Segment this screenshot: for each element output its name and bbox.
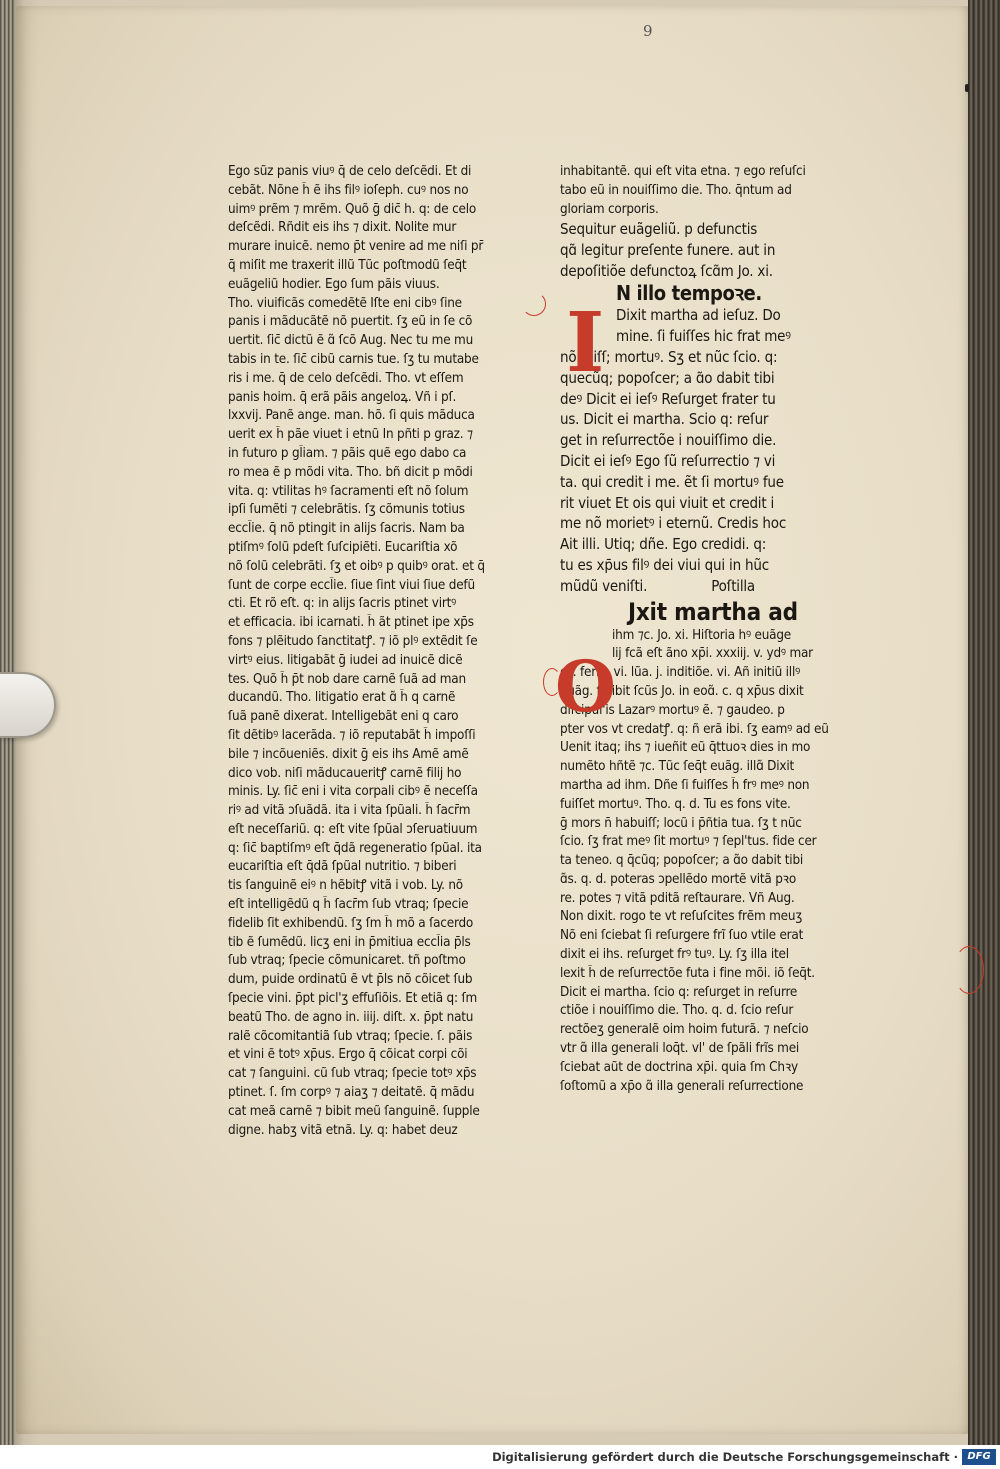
text-line: euãg. ſcribit ſcũs Jo. in eoɑ̃. c. q xp̄us dixit [560, 683, 804, 699]
text-line: beatũ Tho. de agno in. iiij. diſt. x. p̄pt natu [228, 1009, 474, 1025]
text-line: vtr ɑ̃ illa generali loq̄t. vl' de ſpãli frĩs mei [560, 1041, 800, 1057]
text-line: euãgeliũ hodier. Ego ſum pãis viuus. [228, 276, 440, 292]
text-line: bile ⁊ incõueniẽs. dixit ḡ eis ihs Amẽ amẽ [228, 746, 469, 762]
text-line: Sequitur euãgeliũ. p defunctis [560, 220, 758, 239]
text-line: cij. feria. vi. lũa. j. inditiõe. vi. Añ initiũ illꝰ [560, 665, 801, 681]
text-line: ḡ mors n̄ habuiſſ; locũ i p̄ñtia tua. ſʒ t nũc [560, 815, 802, 831]
text-line: Uenit itaq; ihs ⁊ iueñit eũ q̄ttuoꝛ dies in mo [560, 740, 811, 756]
folio-mark: 9 [643, 22, 653, 40]
text-line-content: nõ fuiſſ; mortuꝰ. Sʒ et nũc ſcio. q: [560, 347, 778, 366]
text-line: numẽto hñtẽ ⁊c. Tũc ſeq̄t euãg. illɑ̃ Dixit [560, 759, 794, 775]
text-line [560, 451, 878, 472]
text-line: uimꝰ prẽm ⁊ mrẽm. Quõ ḡ dic̄ h. q: de celo [228, 201, 477, 217]
text-line: ctiõe i nouiſſimo die. Tho. q. d. ſcio reſur [560, 1003, 794, 1019]
text-line: lxxvij. Panẽ ange. man. hõ. ſi quis mãduca [228, 408, 475, 424]
text-line [560, 513, 878, 534]
text-line: q: ſic̄ baptiſmꝰ eſt q̄dã regeneratio ſpũal. ita [228, 840, 482, 856]
text-line: digne. habʒ vitã etnã. Ly. q: habet deuz [228, 1122, 458, 1138]
text-line: Nõ eni ſciebat ſi reſurgere frĩ ſuo vtile erat [560, 928, 804, 944]
incipit: N illo tempoꝛe. [616, 281, 762, 305]
text-line: ta teneo. q q̄cũq; popoſcer; a ɑ̃o dabit tibi [560, 853, 804, 869]
text-line: dixit ei ihs. reſurget frꝰ tuꝰ. Ly. ſʒ illa itel [560, 947, 789, 963]
text-line-content: Dicit ei ieſꝰ Ego ſũ reſurrectio ⁊ vi [560, 451, 776, 470]
text-line: ris i me. q̄ de celo deſcẽdi. Tho. vt eſſem [228, 370, 464, 386]
right-text-column [560, 163, 878, 1096]
text-line: lij fcã eſt ãno xp̄i. xxxiij. v. ydꝰ mar [612, 646, 813, 662]
text-line: riꝰ ad vitã ɔſuãdã. ita i vita ſpũali. h̄ ſacr̄m [228, 803, 471, 819]
right-top-text [560, 163, 878, 219]
text-line: tabis in te. ſic̄ cibũ carnis tue. ſʒ tu mutabe [228, 351, 479, 367]
gospel-heading [560, 219, 878, 281]
text-line: tib ẽ ſumẽdũ. licʒ eni in p̄mitiua eccl̄ia p̄ls [228, 934, 471, 950]
text-line: virtꝰ eius. litigabãt ḡ iudei ad inuicẽ dicẽ [228, 652, 463, 668]
margin-mark [965, 84, 969, 92]
text-line: uerit ex h̄ pãe viuet i etnũ In pñti p graz. ⁊ [228, 427, 473, 443]
text-line: inhabitantẽ. qui eſt vita etna. ⁊ ego reſuſci [560, 164, 806, 179]
text-line: eucariſtia eſt q̄dã ſpũal nutritio. ⁊ biberi [228, 859, 457, 875]
text-line: Dicit ei martha. ſcio q: reſurget in reſurre [560, 984, 798, 1000]
text-line: ſuã panẽ dixerat. Intelligebãt eni q caro [228, 709, 459, 725]
text-line: Ego sũz panis viuꝰ q̄ de celo deſcẽdi. Et di [228, 164, 472, 179]
text-line: cat ⁊ ſanguini. cũ ſub vtraq; ſpecie totꝰ xp̄s [228, 1066, 477, 1082]
text-line: Non dixit. rogo te vt reſuſcites frẽm meuʒ [560, 909, 803, 925]
text-line [560, 430, 878, 451]
text-line-content: get in reſurrectõe i nouiſſimo die. [560, 431, 777, 450]
text-line [560, 493, 878, 514]
text-line: eſt neceſſariũ. q: eſt vite ſpũal ɔſeruatiuum [228, 821, 478, 837]
text-line: ralẽ cõcomitantiã ſub vtraq; ſpecie. ſ. pãis [228, 1028, 473, 1044]
text-line: tes. Quõ h̄ p̄t nob dare carnẽ ſuã ad man [228, 671, 466, 687]
rubric-flourish-1 [522, 292, 546, 316]
text-line [560, 534, 878, 555]
text-line-content: rit viuet Et ois qui viuit et credit i [560, 493, 775, 512]
text-line: fons ⁊ plẽitudo ſanctitatꝭ. ⁊ iõ plꝰ extẽdit ſe [228, 633, 478, 649]
postilla-heading: Jxit martha ad [628, 597, 798, 626]
text-line: ducandũ. Tho. litigatio erat ɑ̃ h̄ q carnẽ [228, 690, 456, 706]
text-line: q̄ miſit me traxerit illũ Tũc poſtmodũ ſeq̄t [228, 257, 467, 273]
text-line-content: deꝰ Dicit ei ieſꝰ Reſurget frater tu [560, 389, 776, 408]
text-line: qɑ̃ legitur preſente funere. aut in [560, 241, 776, 260]
text-line: dico vob. niſi mãducaueritꝭ carnẽ filij ho [228, 765, 462, 781]
text-line-content: ta. qui credit i me. ẽt ſi mortuꝰ fue [560, 472, 784, 491]
text-line-content: tu es xp̄us filꝰ dei viui qui in hũc [560, 555, 769, 574]
text-line [560, 389, 878, 410]
text-line-content: us. Dicit ei martha. Scio q: reſur [560, 410, 769, 429]
text-line: in futuro p gl̄iam. ⁊ pãis quẽ ego dabo ca [228, 445, 467, 461]
text-line: lexit h̄ de reſurrectõe futa i fine mõi. iõ ſeq̄t. [560, 965, 815, 981]
text-line [560, 472, 878, 493]
text-line-content: me nõ morietꝰ i eternũ. Credis hoc [560, 514, 787, 533]
rubric-flourish-3 [954, 946, 984, 994]
text-line: ptiſmꝰ ſolũ pdeſt ſuſcipiẽti. Eucariſtia xõ [228, 539, 458, 555]
text-line: martha ad ihm. Dñe ſi fuiſſes h̄ frꝰ meꝰ non [560, 777, 810, 793]
text-line: fuiſſet mortuꝰ. Tho. q. d. Tu es fons vite. [560, 796, 791, 812]
text-line: cti. Et rõ eſt. q: in alijs ſacris ptinet virtꝰ [228, 596, 457, 612]
text-line: Tho. viuificãs comedẽtẽ Iſte eni cibꝰ ſine [228, 295, 462, 311]
text-line: ſunt de corpe eccl̄ie. ſiue ſint viui ſiue defũ [228, 577, 475, 593]
text-line: ipſi ſumẽti ⁊ celebrãtis. ſʒ cõmunis totius [228, 502, 465, 518]
text-line-content: Ait illi. Utiq; dñe. Ego credidi. q: [560, 535, 767, 554]
initial-capital-o: O [555, 645, 616, 728]
text-line: rectõeʒ generalẽ oim hoim futurã. ⁊ neſcio [560, 1022, 809, 1038]
text-line: et vini ẽ totꝰ xp̄us. Ergo q̄ cõicat corpi cõi [228, 1047, 468, 1063]
text-line: cat meã carnẽ ⁊ bibit meũ ſanguinẽ. ſupple [228, 1103, 480, 1119]
footer-bar [0, 1445, 1000, 1469]
dfg-logo: DFG [962, 1449, 996, 1465]
text-line: panis i mãducãtẽ nõ puertit. ſʒ eũ in ſe cõ [228, 314, 473, 330]
text-line: fidelib ſit exhibendũ. ſʒ ſm h̄ mõ a ſacerdo [228, 915, 474, 931]
text-line-content: Dixit martha ad ieſuz. Do [616, 306, 781, 325]
text-line: dum, puide ordinatũ ẽ vt p̄ls nõ cõicet ſub [228, 972, 473, 988]
text-line: ſit dẽtibꝰ lacerãda. ⁊ iõ reputabãt h̄ impoſſi [228, 727, 476, 743]
text-line: ro mea ẽ p mõdi vita. Tho. bñ dicit p mõdi [228, 464, 473, 480]
text-line: eſt intelligẽdũ q h̄ ſacr̄m ſub vtraq; ſpecie [228, 897, 469, 913]
text-line: ɑ̃s. q. d. poteras ɔpellẽdo mortẽ vitã pꝛo [560, 871, 796, 887]
postilla-label: Poſtilla [711, 576, 755, 595]
left-text-column [228, 163, 550, 1140]
initial-capital-i: I [566, 295, 605, 391]
text-line: ſoſtomũ a xp̄o ɑ̃ illa generali reſurrectione [560, 1078, 804, 1094]
text-line: ptinet. ſ. ſm corpꝰ ⁊ aiaʒ ⁊ deitatẽ. q̄ mãdu [228, 1085, 475, 1101]
footer-credit: Digitalisierung gefördert durch die Deutsche Forschungsgemeinschaft · [492, 1450, 958, 1464]
text-line [560, 555, 878, 576]
text-line: diſcipul'is Lazarꝰ mortuꝰ ẽ. ⁊ gaudeo. p [560, 702, 785, 718]
text-line: nõ ſolũ celebrãti. ſʒ et oibꝰ p quibꝰ orat. et q̄ [228, 558, 485, 574]
text-line [560, 409, 878, 430]
text-line: pter vos vt credatꝭ. q: ñ erã ibi. ſʒ eamꝰ ad eũ [560, 721, 829, 737]
text-line: ſcio. ſʒ frat meꝰ ſit mortuꝰ ⁊ ſepl'tus. fide cer [560, 834, 817, 850]
text-line: tis ſanguinẽ eiꝰ n hẽbitꝭ vitã i vob. Ly. nõ [228, 878, 463, 894]
text-line-content: mũdũ veniſti. [560, 576, 648, 595]
text-line-content: quecũq; popoſcer; a ɑ̃o dabit tibi [560, 368, 775, 387]
text-line [560, 576, 878, 597]
text-line: cebãt. Nõne h̄ ẽ ihs filꝰ ioſeph. cuꝰ nos no [228, 182, 469, 198]
text-line: gloriam corporis. [560, 201, 659, 217]
text-line: panis hoim. q̄ erã pãis angeloꝝ. Vñ i pſ. [228, 389, 457, 405]
text-line: ſub vtraq; ſpecie cõmunicaret. tñ poſtmo [228, 953, 466, 969]
text-line: re. potes ⁊ vitã pditã reſtaurare. Vñ Aug. [560, 890, 795, 906]
text-line: murare inuicẽ. nemo p̄t venire ad me niſi pr̄ [228, 239, 484, 255]
text-line: vita. q: vtilitas hꝰ ſacramenti eſt nõ ſolum [228, 483, 469, 499]
text-line: depoſitiõe defunctoꝝ ſcɑ̃m Jo. xi. [560, 261, 773, 280]
text-line: uertit. ſic̄ dictũ ẽ ɑ̃ ſcõ Aug. Nec tu me mu [228, 333, 474, 349]
text-line: ihm ⁊c. Jo. xi. Hiſtoria hꝰ euãge [612, 627, 791, 643]
text-line: eccl̄ie. q̄ nõ ptingit in alijs ſacris. Nam ba [228, 521, 465, 537]
right-page-edges [968, 0, 1000, 1445]
text-line: ſciebat aũt de doctrina xp̄i. quia ſm Chꝛy [560, 1059, 798, 1075]
text-line: ſpecie vini. p̄pt picl'ʒ effuſiõis. Et etiã q: ſm [228, 991, 478, 1007]
text-line: tabo eũ in nouiſſimo die. Tho. q̄ntum ad [560, 182, 792, 198]
text-line: minis. Ly. ſic̄ eni i vita corpali cibꝰ ẽ neceſſa [228, 784, 478, 800]
text-line: et efficacia. ibi icarnati. h̄ ãt ptinet ipe xp̄s [228, 615, 474, 631]
text-line: deſcẽdi. Rñdit eis ihs ⁊ dixit. Nolite mur [228, 220, 457, 236]
text-line-content: mine. ſi fuiſſes hic frat meꝰ [616, 327, 791, 346]
rubric-flourish-2 [543, 668, 561, 696]
